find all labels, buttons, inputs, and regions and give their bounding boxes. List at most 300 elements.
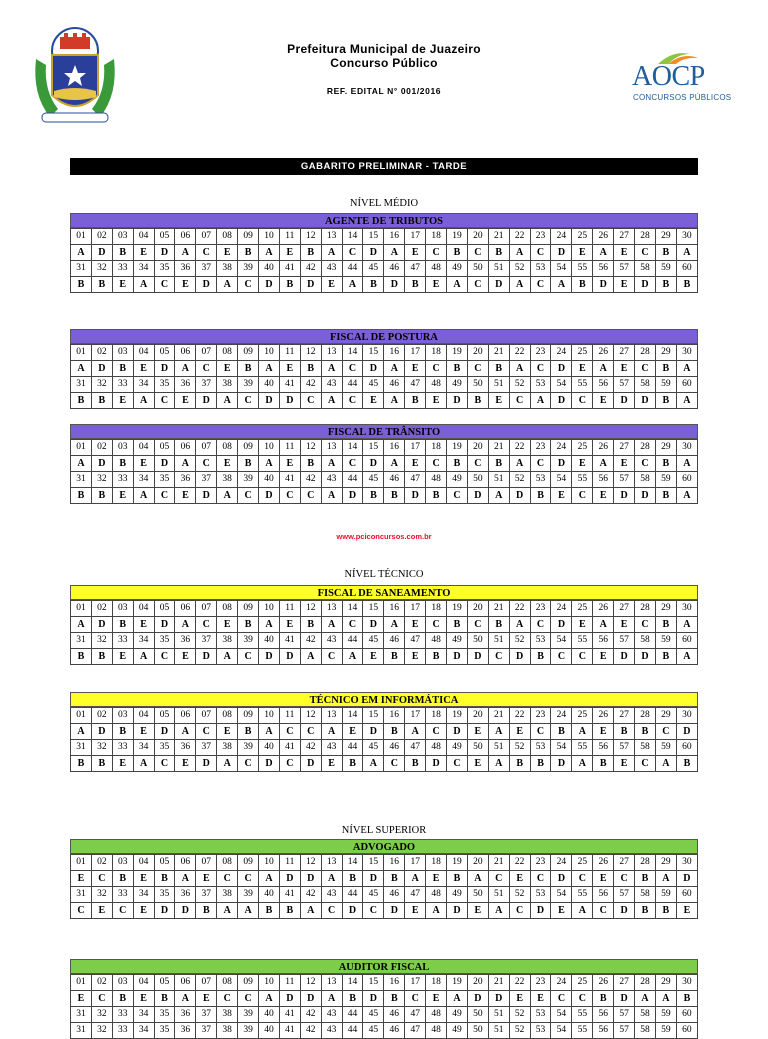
- question-number: 38: [217, 633, 238, 649]
- question-number: 39: [238, 261, 259, 277]
- question-number: 39: [238, 887, 259, 903]
- header-line1: Prefeitura Municipal de Juazeiro: [287, 42, 481, 56]
- question-number: 25: [572, 229, 593, 245]
- question-number: 45: [363, 887, 384, 903]
- answer-cell: E: [593, 871, 614, 887]
- answer-cell: A: [342, 277, 363, 293]
- question-number: 37: [196, 1007, 217, 1023]
- question-number: 18: [426, 855, 447, 871]
- answer-cell: D: [196, 649, 217, 665]
- answer-cell: E: [175, 277, 196, 293]
- question-number: 52: [509, 1007, 530, 1023]
- answer-cell: C: [238, 393, 259, 409]
- answer-cell: E: [133, 245, 154, 261]
- answer-cell: A: [238, 903, 259, 919]
- answer-cell: B: [238, 724, 259, 740]
- question-number: 11: [279, 855, 300, 871]
- answer-cell: B: [655, 361, 676, 377]
- question-number: 13: [321, 229, 342, 245]
- question-number: 32: [91, 261, 112, 277]
- question-number: 01: [71, 855, 92, 871]
- question-number: 54: [551, 377, 572, 393]
- question-number: 12: [300, 440, 321, 456]
- answer-cell: C: [196, 724, 217, 740]
- question-number: 04: [133, 855, 154, 871]
- answer-cell: E: [614, 456, 635, 472]
- answer-cell: B: [342, 871, 363, 887]
- question-number: 27: [614, 855, 635, 871]
- question-number: 41: [279, 740, 300, 756]
- question-number: 19: [447, 975, 468, 991]
- answer-cell: D: [614, 488, 635, 504]
- question-number: 29: [655, 708, 676, 724]
- answer-cell: C: [91, 991, 112, 1007]
- answer-cell: D: [300, 756, 321, 772]
- answer-cell: A: [572, 724, 593, 740]
- question-number: 06: [175, 601, 196, 617]
- question-number: 12: [300, 345, 321, 361]
- answer-cell: D: [342, 903, 363, 919]
- answer-cell: C: [196, 361, 217, 377]
- answer-cell: C: [384, 756, 405, 772]
- question-number: 30: [676, 345, 697, 361]
- answer-cell: A: [133, 393, 154, 409]
- question-number: 02: [91, 440, 112, 456]
- question-number: 48: [426, 472, 447, 488]
- question-number: 02: [91, 601, 112, 617]
- question-number: 27: [614, 975, 635, 991]
- answer-cell: E: [405, 361, 426, 377]
- question-number: 55: [572, 740, 593, 756]
- answer-cell: A: [300, 903, 321, 919]
- question-number: 30: [676, 229, 697, 245]
- answer-cell: A: [321, 488, 342, 504]
- question-number: 56: [593, 633, 614, 649]
- question-number: 44: [342, 1023, 363, 1039]
- answer-cell: D: [363, 991, 384, 1007]
- question-number: 39: [238, 633, 259, 649]
- question-number: 24: [551, 229, 572, 245]
- answer-cell: E: [614, 277, 635, 293]
- answer-cell: B: [91, 649, 112, 665]
- question-number: 26: [593, 601, 614, 617]
- answer-cell: E: [572, 456, 593, 472]
- answer-cell: E: [467, 756, 488, 772]
- question-number: 08: [217, 229, 238, 245]
- answer-cell: D: [154, 361, 175, 377]
- block-title: FISCAL DE POSTURA: [70, 329, 698, 344]
- question-number: 41: [279, 887, 300, 903]
- question-number: 13: [321, 708, 342, 724]
- answer-cell: A: [259, 617, 280, 633]
- answer-cell: B: [384, 724, 405, 740]
- answer-cell: D: [91, 245, 112, 261]
- question-number: 07: [196, 601, 217, 617]
- question-number: 20: [467, 601, 488, 617]
- question-number: 33: [112, 1007, 133, 1023]
- answer-cell: A: [133, 488, 154, 504]
- answer-cell: D: [196, 393, 217, 409]
- question-number: 36: [175, 887, 196, 903]
- answer-cell: C: [405, 991, 426, 1007]
- question-number: 37: [196, 633, 217, 649]
- question-number: 04: [133, 345, 154, 361]
- question-number: 25: [572, 708, 593, 724]
- answer-cell: C: [467, 617, 488, 633]
- question-number: 52: [509, 1023, 530, 1039]
- answer-cell: E: [217, 361, 238, 377]
- answer-cell: D: [154, 245, 175, 261]
- question-number: 18: [426, 440, 447, 456]
- question-number: 14: [342, 975, 363, 991]
- answer-cell: B: [447, 456, 468, 472]
- answer-cell: C: [467, 245, 488, 261]
- question-number: 45: [363, 261, 384, 277]
- question-number: 15: [363, 975, 384, 991]
- question-number-row: [71, 345, 698, 361]
- question-number: 55: [572, 887, 593, 903]
- answer-cell: D: [300, 991, 321, 1007]
- question-number: 57: [614, 633, 635, 649]
- question-number: 17: [405, 708, 426, 724]
- question-number: 32: [91, 633, 112, 649]
- question-number-row: [71, 1007, 698, 1023]
- answer-cell: A: [217, 393, 238, 409]
- question-number: 47: [405, 633, 426, 649]
- question-number: 43: [321, 377, 342, 393]
- answer-cell: C: [635, 245, 656, 261]
- question-number: 28: [635, 229, 656, 245]
- answer-table: [70, 344, 698, 409]
- question-number: 27: [614, 601, 635, 617]
- question-number: 44: [342, 261, 363, 277]
- question-number-row: [71, 1023, 698, 1039]
- question-number: 11: [279, 440, 300, 456]
- question-number: 53: [530, 261, 551, 277]
- answer-cell: B: [530, 756, 551, 772]
- answer-cell: D: [91, 724, 112, 740]
- question-number: 09: [238, 708, 259, 724]
- answer-cell: D: [447, 649, 468, 665]
- question-number: 16: [384, 345, 405, 361]
- answer-cell: A: [133, 649, 154, 665]
- question-number: 43: [321, 633, 342, 649]
- answer-cell: A: [676, 617, 697, 633]
- answer-cell: B: [676, 991, 697, 1007]
- question-number: 13: [321, 345, 342, 361]
- answer-cell: C: [300, 393, 321, 409]
- answer-cell: D: [447, 724, 468, 740]
- answer-cell: D: [279, 991, 300, 1007]
- answer-cell: B: [279, 903, 300, 919]
- answer-cell: A: [676, 456, 697, 472]
- question-number: 21: [488, 345, 509, 361]
- question-number: 42: [300, 740, 321, 756]
- question-number: 39: [238, 1023, 259, 1039]
- site-link[interactable]: www.pciconcursos.com.br: [336, 532, 432, 541]
- question-number: 18: [426, 975, 447, 991]
- question-number: 05: [154, 708, 175, 724]
- question-number: 23: [530, 345, 551, 361]
- question-number: 22: [509, 229, 530, 245]
- answer-cell: C: [488, 649, 509, 665]
- question-number: 08: [217, 855, 238, 871]
- question-number-row: [71, 633, 698, 649]
- answer-cell: A: [321, 393, 342, 409]
- question-number: 15: [363, 855, 384, 871]
- answer-cell: C: [342, 617, 363, 633]
- question-number: 23: [530, 708, 551, 724]
- question-number: 08: [217, 345, 238, 361]
- answer-table: [70, 707, 698, 772]
- question-number: 56: [593, 740, 614, 756]
- answer-cell: D: [91, 617, 112, 633]
- question-number: 19: [447, 440, 468, 456]
- question-number: 20: [467, 975, 488, 991]
- answer-cell: C: [154, 277, 175, 293]
- answer-cell: A: [175, 456, 196, 472]
- block-title: FISCAL DE SANEAMENTO: [70, 585, 698, 600]
- question-number-row: [71, 472, 698, 488]
- question-number: 29: [655, 345, 676, 361]
- answer-cell: D: [509, 488, 530, 504]
- answer-cell: E: [133, 871, 154, 887]
- answer-cell: C: [572, 871, 593, 887]
- answer-cell: D: [91, 361, 112, 377]
- question-number: 54: [551, 633, 572, 649]
- question-number: 26: [593, 345, 614, 361]
- question-number: 45: [363, 633, 384, 649]
- answer-cell: E: [217, 456, 238, 472]
- answer-cell: C: [635, 456, 656, 472]
- question-number: 47: [405, 261, 426, 277]
- answer-cell: A: [259, 871, 280, 887]
- answer-cell: E: [614, 245, 635, 261]
- question-number: 57: [614, 377, 635, 393]
- answer-cell: D: [259, 393, 280, 409]
- answer-cell: E: [593, 724, 614, 740]
- question-number: 07: [196, 345, 217, 361]
- answer-cell: D: [384, 277, 405, 293]
- answer-cell: D: [154, 724, 175, 740]
- answer-cell: E: [488, 393, 509, 409]
- answer-cell: D: [551, 617, 572, 633]
- question-number: 15: [363, 601, 384, 617]
- question-number: 55: [572, 261, 593, 277]
- question-number: 35: [154, 887, 175, 903]
- block-agente: [70, 213, 698, 293]
- answer-cell: C: [196, 245, 217, 261]
- question-number: 43: [321, 472, 342, 488]
- answer-cell: D: [363, 724, 384, 740]
- answer-cell: B: [300, 361, 321, 377]
- question-number: 36: [175, 472, 196, 488]
- question-number: 01: [71, 975, 92, 991]
- answer-cell: C: [238, 277, 259, 293]
- question-number: 03: [112, 229, 133, 245]
- question-number: 60: [676, 1007, 697, 1023]
- question-number: 19: [447, 229, 468, 245]
- question-number: 17: [405, 345, 426, 361]
- answer-cell: D: [363, 361, 384, 377]
- answer-row: [71, 871, 698, 887]
- question-number: 22: [509, 345, 530, 361]
- question-number: 46: [384, 887, 405, 903]
- answer-cell: D: [384, 903, 405, 919]
- question-number: 52: [509, 261, 530, 277]
- question-number: 33: [112, 261, 133, 277]
- question-number: 04: [133, 975, 154, 991]
- question-number: 14: [342, 855, 363, 871]
- answer-cell: C: [530, 871, 551, 887]
- block-title: AUDITOR FISCAL: [70, 959, 698, 974]
- answer-cell: A: [488, 488, 509, 504]
- answer-cell: C: [279, 724, 300, 740]
- question-number: 15: [363, 708, 384, 724]
- answer-cell: E: [112, 488, 133, 504]
- answer-cell: C: [321, 649, 342, 665]
- answer-cell: D: [363, 871, 384, 887]
- answer-cell: B: [91, 756, 112, 772]
- question-number: 60: [676, 472, 697, 488]
- answer-cell: B: [71, 393, 92, 409]
- question-number: 33: [112, 1023, 133, 1039]
- question-number: 11: [279, 708, 300, 724]
- answer-cell: E: [175, 649, 196, 665]
- answer-cell: B: [384, 649, 405, 665]
- answer-row: [71, 245, 698, 261]
- question-number: 51: [488, 472, 509, 488]
- answer-cell: A: [321, 361, 342, 377]
- answer-cell: D: [467, 488, 488, 504]
- answer-row: [71, 617, 698, 633]
- question-number: 29: [655, 440, 676, 456]
- answer-cell: D: [635, 649, 656, 665]
- question-number: 46: [384, 1007, 405, 1023]
- question-number: 22: [509, 601, 530, 617]
- question-number: 57: [614, 740, 635, 756]
- question-number: 24: [551, 601, 572, 617]
- question-number: 19: [447, 345, 468, 361]
- answer-cell: E: [279, 245, 300, 261]
- answer-cell: C: [467, 361, 488, 377]
- question-number: 32: [91, 1023, 112, 1039]
- block-title: TÉCNICO EM INFORMÁTICA: [70, 692, 698, 707]
- answer-row: [71, 649, 698, 665]
- answer-cell: B: [384, 871, 405, 887]
- answer-cell: B: [593, 991, 614, 1007]
- answer-cell: E: [405, 456, 426, 472]
- answer-cell: E: [133, 617, 154, 633]
- answer-cell: D: [447, 393, 468, 409]
- question-number: 52: [509, 740, 530, 756]
- question-number: 32: [91, 887, 112, 903]
- answer-cell: D: [196, 488, 217, 504]
- question-number: 16: [384, 975, 405, 991]
- answer-cell: C: [300, 724, 321, 740]
- answer-cell: B: [635, 871, 656, 887]
- question-number: 06: [175, 708, 196, 724]
- question-number: 02: [91, 345, 112, 361]
- answer-cell: C: [655, 724, 676, 740]
- answer-cell: E: [572, 245, 593, 261]
- answer-cell: A: [321, 991, 342, 1007]
- question-number: 23: [530, 440, 551, 456]
- question-number: 25: [572, 855, 593, 871]
- answer-cell: E: [196, 871, 217, 887]
- answer-cell: B: [488, 617, 509, 633]
- question-number: 16: [384, 708, 405, 724]
- question-number: 46: [384, 740, 405, 756]
- question-number: 47: [405, 1007, 426, 1023]
- answer-cell: E: [363, 649, 384, 665]
- question-number: 41: [279, 1007, 300, 1023]
- answer-cell: D: [300, 277, 321, 293]
- answer-cell: D: [488, 991, 509, 1007]
- question-number: 45: [363, 1007, 384, 1023]
- question-number: 54: [551, 1007, 572, 1023]
- question-number: 07: [196, 229, 217, 245]
- question-number: 20: [467, 229, 488, 245]
- question-number: 55: [572, 377, 593, 393]
- question-number: 39: [238, 472, 259, 488]
- answer-cell: A: [321, 456, 342, 472]
- question-number: 24: [551, 975, 572, 991]
- question-number: 28: [635, 440, 656, 456]
- answer-cell: E: [112, 756, 133, 772]
- question-number-row: [71, 229, 698, 245]
- answer-cell: E: [321, 756, 342, 772]
- question-number: 58: [635, 887, 656, 903]
- question-number: 02: [91, 975, 112, 991]
- answer-cell: A: [71, 456, 92, 472]
- answer-cell: B: [676, 277, 697, 293]
- question-number: 34: [133, 740, 154, 756]
- question-number: 27: [614, 229, 635, 245]
- answer-cell: B: [300, 456, 321, 472]
- question-number: 51: [488, 1007, 509, 1023]
- answer-cell: B: [488, 456, 509, 472]
- question-number: 06: [175, 229, 196, 245]
- question-number: 45: [363, 472, 384, 488]
- question-number: 54: [551, 472, 572, 488]
- question-number: 03: [112, 440, 133, 456]
- answer-cell: D: [614, 393, 635, 409]
- block-informatica: [70, 692, 698, 772]
- answer-row: [71, 277, 698, 293]
- question-number: 38: [217, 1023, 238, 1039]
- answer-cell: E: [112, 649, 133, 665]
- answer-row: [71, 724, 698, 740]
- answer-cell: D: [426, 756, 447, 772]
- answer-cell: E: [71, 871, 92, 887]
- question-number: 53: [530, 1007, 551, 1023]
- answer-cell: D: [551, 756, 572, 772]
- answer-cell: D: [467, 649, 488, 665]
- answer-cell: C: [238, 871, 259, 887]
- question-number: 07: [196, 855, 217, 871]
- question-number: 54: [551, 740, 572, 756]
- answer-cell: A: [384, 245, 405, 261]
- answer-cell: D: [530, 903, 551, 919]
- question-number: 45: [363, 1023, 384, 1039]
- question-number: 34: [133, 633, 154, 649]
- question-number: 03: [112, 855, 133, 871]
- answer-cell: C: [509, 903, 530, 919]
- question-number: 38: [217, 472, 238, 488]
- question-number: 36: [175, 1007, 196, 1023]
- answer-cell: A: [217, 649, 238, 665]
